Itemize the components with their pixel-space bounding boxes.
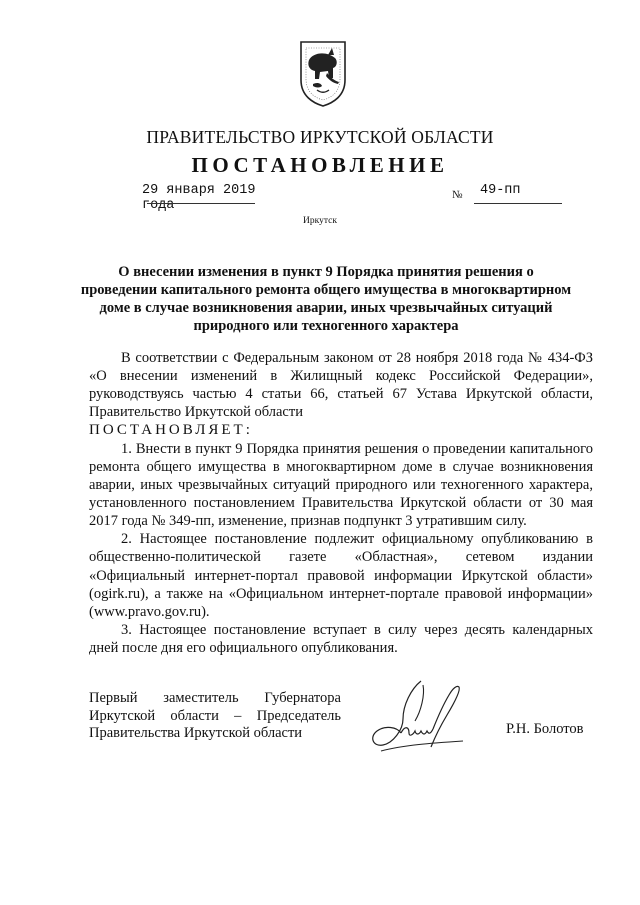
signer-name: Р.Н. Болотов bbox=[506, 721, 584, 737]
resolves-heading: ПОСТАНОВЛЯЕТ: bbox=[89, 422, 253, 439]
date-underline bbox=[147, 203, 255, 204]
coat-of-arms-emblem bbox=[297, 38, 349, 108]
government-title: ПРАВИТЕЛЬСТВО ИРКУТСКОЙ ОБЛАСТИ bbox=[146, 127, 494, 147]
number-sign: № bbox=[452, 189, 463, 201]
handwritten-signature bbox=[363, 675, 473, 760]
clause-1-paragraph: 1. Внести в пункт 9 Порядка принятия решения о проведении капитального ремонта общего имущества в многоквартирном доме в случае возникновения аварии, иных чрезвычайных ситуаций природного или техногенного характера, установленного постановлением Правительства Иркутской области от 30 мая 2017 года № 349-пп, изменение, признав подпункт 3 утратившим силу. bbox=[89, 440, 593, 530]
document-subject: О внесении изменения в пункт 9 Порядка принятия решения о проведении капитального ремонта общего имущества в многоквартирном доме в случае возникновения аварии, иных чрезвычайных ситуаций природного или техногенного характера bbox=[80, 264, 572, 334]
signer-position-line: Правительства Иркутской области bbox=[89, 725, 303, 741]
city-label: Иркутск bbox=[303, 216, 337, 226]
date-field bbox=[142, 183, 292, 213]
signer-position-line: Первый заместитель Губернатора bbox=[89, 690, 341, 706]
signer-position-line: Иркутской области – Председатель bbox=[89, 707, 341, 724]
document-body bbox=[89, 349, 593, 657]
clause-3-paragraph: 3. Настоящее постановление вступает в силу через десять календарных дней после дня его официального опубликования. bbox=[89, 621, 593, 656]
clause-2-paragraph: 2. Настоящее постановление подлежит официальному опубликованию в общественно-политической газете «Областная», сетевом издании «Официальный интернет-портал правовой информации Иркутской области» (ogirk.ru), а также на «Официальном интернет-портале правовой информации» (www.pravo.gov.ru). bbox=[89, 531, 593, 620]
document-number: 49-пп bbox=[480, 183, 521, 198]
number-underline bbox=[474, 203, 562, 204]
preamble-paragraph: В соответствии с Федеральным законом от 28 ноября 2018 года № 434-ФЗ «О внесении изменений в Жилищный кодекс Российской Федерации», руководствуясь частью 4 статьи 66, статьей 67 Устава Иркутской области, Правительство Иркутской области bbox=[89, 350, 593, 421]
document-type-heading: ПОСТАНОВЛЕНИЕ bbox=[191, 153, 449, 177]
document-date: 29 января 2019 года bbox=[142, 183, 256, 213]
signer-position bbox=[89, 690, 341, 743]
